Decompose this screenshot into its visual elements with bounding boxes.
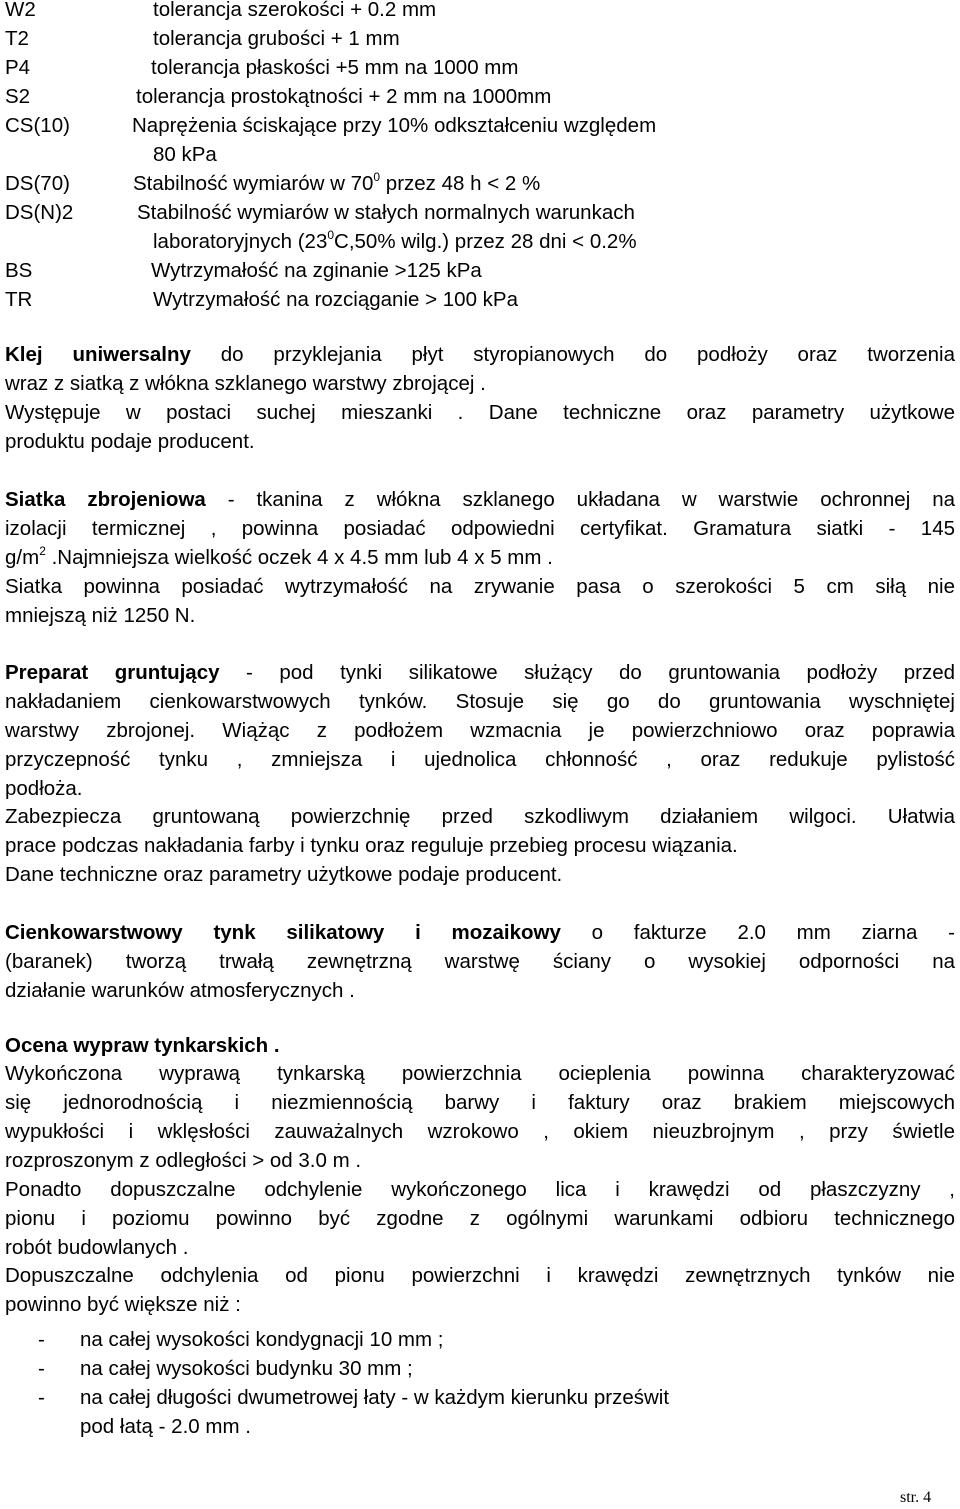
spec-text-part: laboratoryjnych (23 bbox=[153, 230, 328, 253]
spec-text: Wytrzymałość na rozciąganie > 100 kPa bbox=[153, 288, 518, 311]
text-part: o fakturze 2.0 mm ziarna - bbox=[560, 921, 955, 944]
text-line: Dopuszczalne odchylenia od pionu powierzchni i krawędzi zewnętrznych tynków nie bbox=[5, 1264, 955, 1287]
spec-text: tolerancja prostokątności + 2 mm na 1000mm bbox=[136, 85, 552, 108]
list-dash: - bbox=[38, 1357, 45, 1380]
text-line bbox=[5, 923, 955, 944]
spec-text bbox=[133, 170, 541, 195]
text-part: .Najmniejsza wielkość oczek 4 x 4.5 mm lub 4 x 5 mm . bbox=[45, 546, 553, 569]
text-line: Zabezpiecza gruntowaną powierzchnię przed szkodliwym działaniem wilgoci. Ułatwia bbox=[5, 805, 955, 828]
spec-text: Naprężenia ściskające przy 10% odkształceniu względem bbox=[132, 114, 657, 137]
list-item-text: pod łatą - 2.0 mm . bbox=[80, 1415, 251, 1438]
spec-text: Stabilność wymiarów w stałych normalnych warunkach bbox=[137, 201, 635, 224]
text-line: pionu i poziomu powinno być zgodne z ogólnymi warunkami odbioru technicznego bbox=[5, 1207, 955, 1230]
spec-text: tolerancja płaskości +5 mm na 1000 mm bbox=[151, 56, 519, 79]
text-line: robót budowlanych . bbox=[5, 1236, 189, 1259]
text-line: warstwy zbrojonej. Wiążąc z podłożem wzmacnia je powierzchniowo oraz poprawia bbox=[5, 719, 955, 742]
text-line: wypukłości i wklęsłości zauważalnych wzrokowo , okiem nieuzbrojnym , przy świetle bbox=[5, 1120, 955, 1143]
list-item-text: na całej długości dwumetrowej łaty - w każdym kierunku prześwit bbox=[80, 1386, 670, 1409]
list-dash: - bbox=[38, 1328, 45, 1351]
text-line: powinno być większe niż : bbox=[5, 1293, 241, 1316]
spec-code: TR bbox=[5, 288, 33, 311]
list-item-text: na całej wysokości budynku 30 mm ; bbox=[80, 1357, 413, 1380]
text-line: Siatka powinna posiadać wytrzymałość na zrywanie pasa o szerokości 5 cm siłą nie bbox=[5, 575, 955, 598]
text-part: g/m bbox=[5, 546, 40, 569]
text-part: do przyklejania płyt styropianowych do podłoży oraz tworzenia bbox=[190, 343, 955, 366]
text-part: - tkanina z włókna szklanego układana w warstwie ochronnej na bbox=[205, 488, 955, 511]
page-number: str. 4 bbox=[900, 1489, 932, 1506]
spec-text: tolerancja grubości + 1 mm bbox=[153, 27, 400, 50]
text-line: izolacji termicznej , powinna posiadać odpowiedni certyfikat. Gramatura siatki - 145 bbox=[5, 517, 955, 540]
text-line: nakładaniem cienkowarstwowych tynków. Stosuje się go do gruntowania wyschniętej bbox=[5, 690, 955, 713]
text-line: się jednorodnością i niezmiennością barwy i faktury oraz brakiem miejscowych bbox=[5, 1091, 955, 1114]
bold-term: Siatka zbrojeniowa bbox=[5, 488, 206, 511]
spec-code: P4 bbox=[5, 56, 31, 79]
spec-code: DS(70) bbox=[5, 172, 70, 195]
superscript: 0 bbox=[327, 228, 335, 242]
text-line: wraz z siatką z włókna szklanego warstwy zbrojącej . bbox=[5, 372, 486, 395]
text-line: mniejszą niż 1250 N. bbox=[5, 604, 196, 627]
list-item-text: na całej wysokości kondygnacji 10 mm ; bbox=[80, 1328, 444, 1351]
bold-term: Preparat gruntujący bbox=[5, 661, 220, 684]
text-line: podłoża. bbox=[5, 777, 83, 800]
text-line: (baranek) tworzą trwałą zewnętrzną warstwę ściany o wysokiej odporności na bbox=[5, 950, 955, 973]
section-heading: Ocena wypraw tynkarskich . bbox=[5, 1034, 280, 1057]
spec-code: BS bbox=[5, 259, 33, 282]
spec-text: tolerancja szerokości + 0.2 mm bbox=[153, 0, 437, 21]
text-line: prace podczas nakładania farby i tynku oraz reguluje przebieg procesu wiązania. bbox=[5, 834, 738, 857]
spec-text-part: przez 48 h < 2 % bbox=[380, 172, 541, 195]
spec-code: DS(N)2 bbox=[5, 201, 74, 224]
spec-code: T2 bbox=[5, 27, 29, 50]
list-item-continuation bbox=[0, 1417, 960, 1441]
superscript: 0 bbox=[373, 170, 381, 184]
text-line: Występuje w postaci suchej mieszanki . Dane techniczne oraz parametry użytkowe bbox=[5, 401, 955, 424]
text-line: rozproszonym z odległości > od 3.0 m . bbox=[5, 1149, 362, 1172]
text-part: - pod tynki silikatowe służący do gruntowania podłoży przed bbox=[219, 661, 955, 684]
spec-text: Wytrzymałość na zginanie >125 kPa bbox=[151, 259, 482, 282]
spec-text-part: C,50% wilg.) przez 28 dni < 0.2% bbox=[334, 230, 637, 253]
text-line: Dane techniczne oraz parametry użytkowe podaje producent. bbox=[5, 863, 563, 886]
spec-text bbox=[153, 228, 637, 253]
spec-text: 80 kPa bbox=[153, 143, 217, 166]
list-item bbox=[0, 1359, 960, 1383]
text-line bbox=[5, 490, 955, 511]
text-line: działanie warunków atmosferycznych . bbox=[5, 979, 355, 1002]
text-line bbox=[5, 544, 553, 569]
list-item bbox=[0, 1330, 960, 1354]
superscript: 2 bbox=[39, 544, 46, 558]
list-dash: - bbox=[38, 1386, 45, 1409]
text-line: przyczepność tynku , zmniejsza i ujednolica chłonność , oraz redukuje pylistość bbox=[5, 748, 955, 771]
spec-code: S2 bbox=[5, 85, 31, 108]
text-line bbox=[5, 345, 955, 366]
text-line: produktu podaje producent. bbox=[5, 430, 255, 453]
spec-text-part: Stabilność wymiarów w 70 bbox=[133, 172, 374, 195]
text-line: Wykończona wyprawą tynkarską powierzchnia ocieplenia powinna charakteryzować bbox=[5, 1062, 955, 1085]
bold-term: Klej uniwersalny bbox=[5, 343, 191, 366]
spec-code: W2 bbox=[5, 0, 36, 21]
spec-code: CS(10) bbox=[5, 114, 70, 137]
text-line bbox=[5, 663, 955, 684]
text-line: Ponadto dopuszczalne odchylenie wykończonego lica i krawędzi od płaszczyzny , bbox=[5, 1178, 955, 1201]
list-item bbox=[0, 1388, 960, 1412]
bold-term: Cienkowarstwowy tynk silikatowy i mozaikowy bbox=[5, 921, 561, 944]
